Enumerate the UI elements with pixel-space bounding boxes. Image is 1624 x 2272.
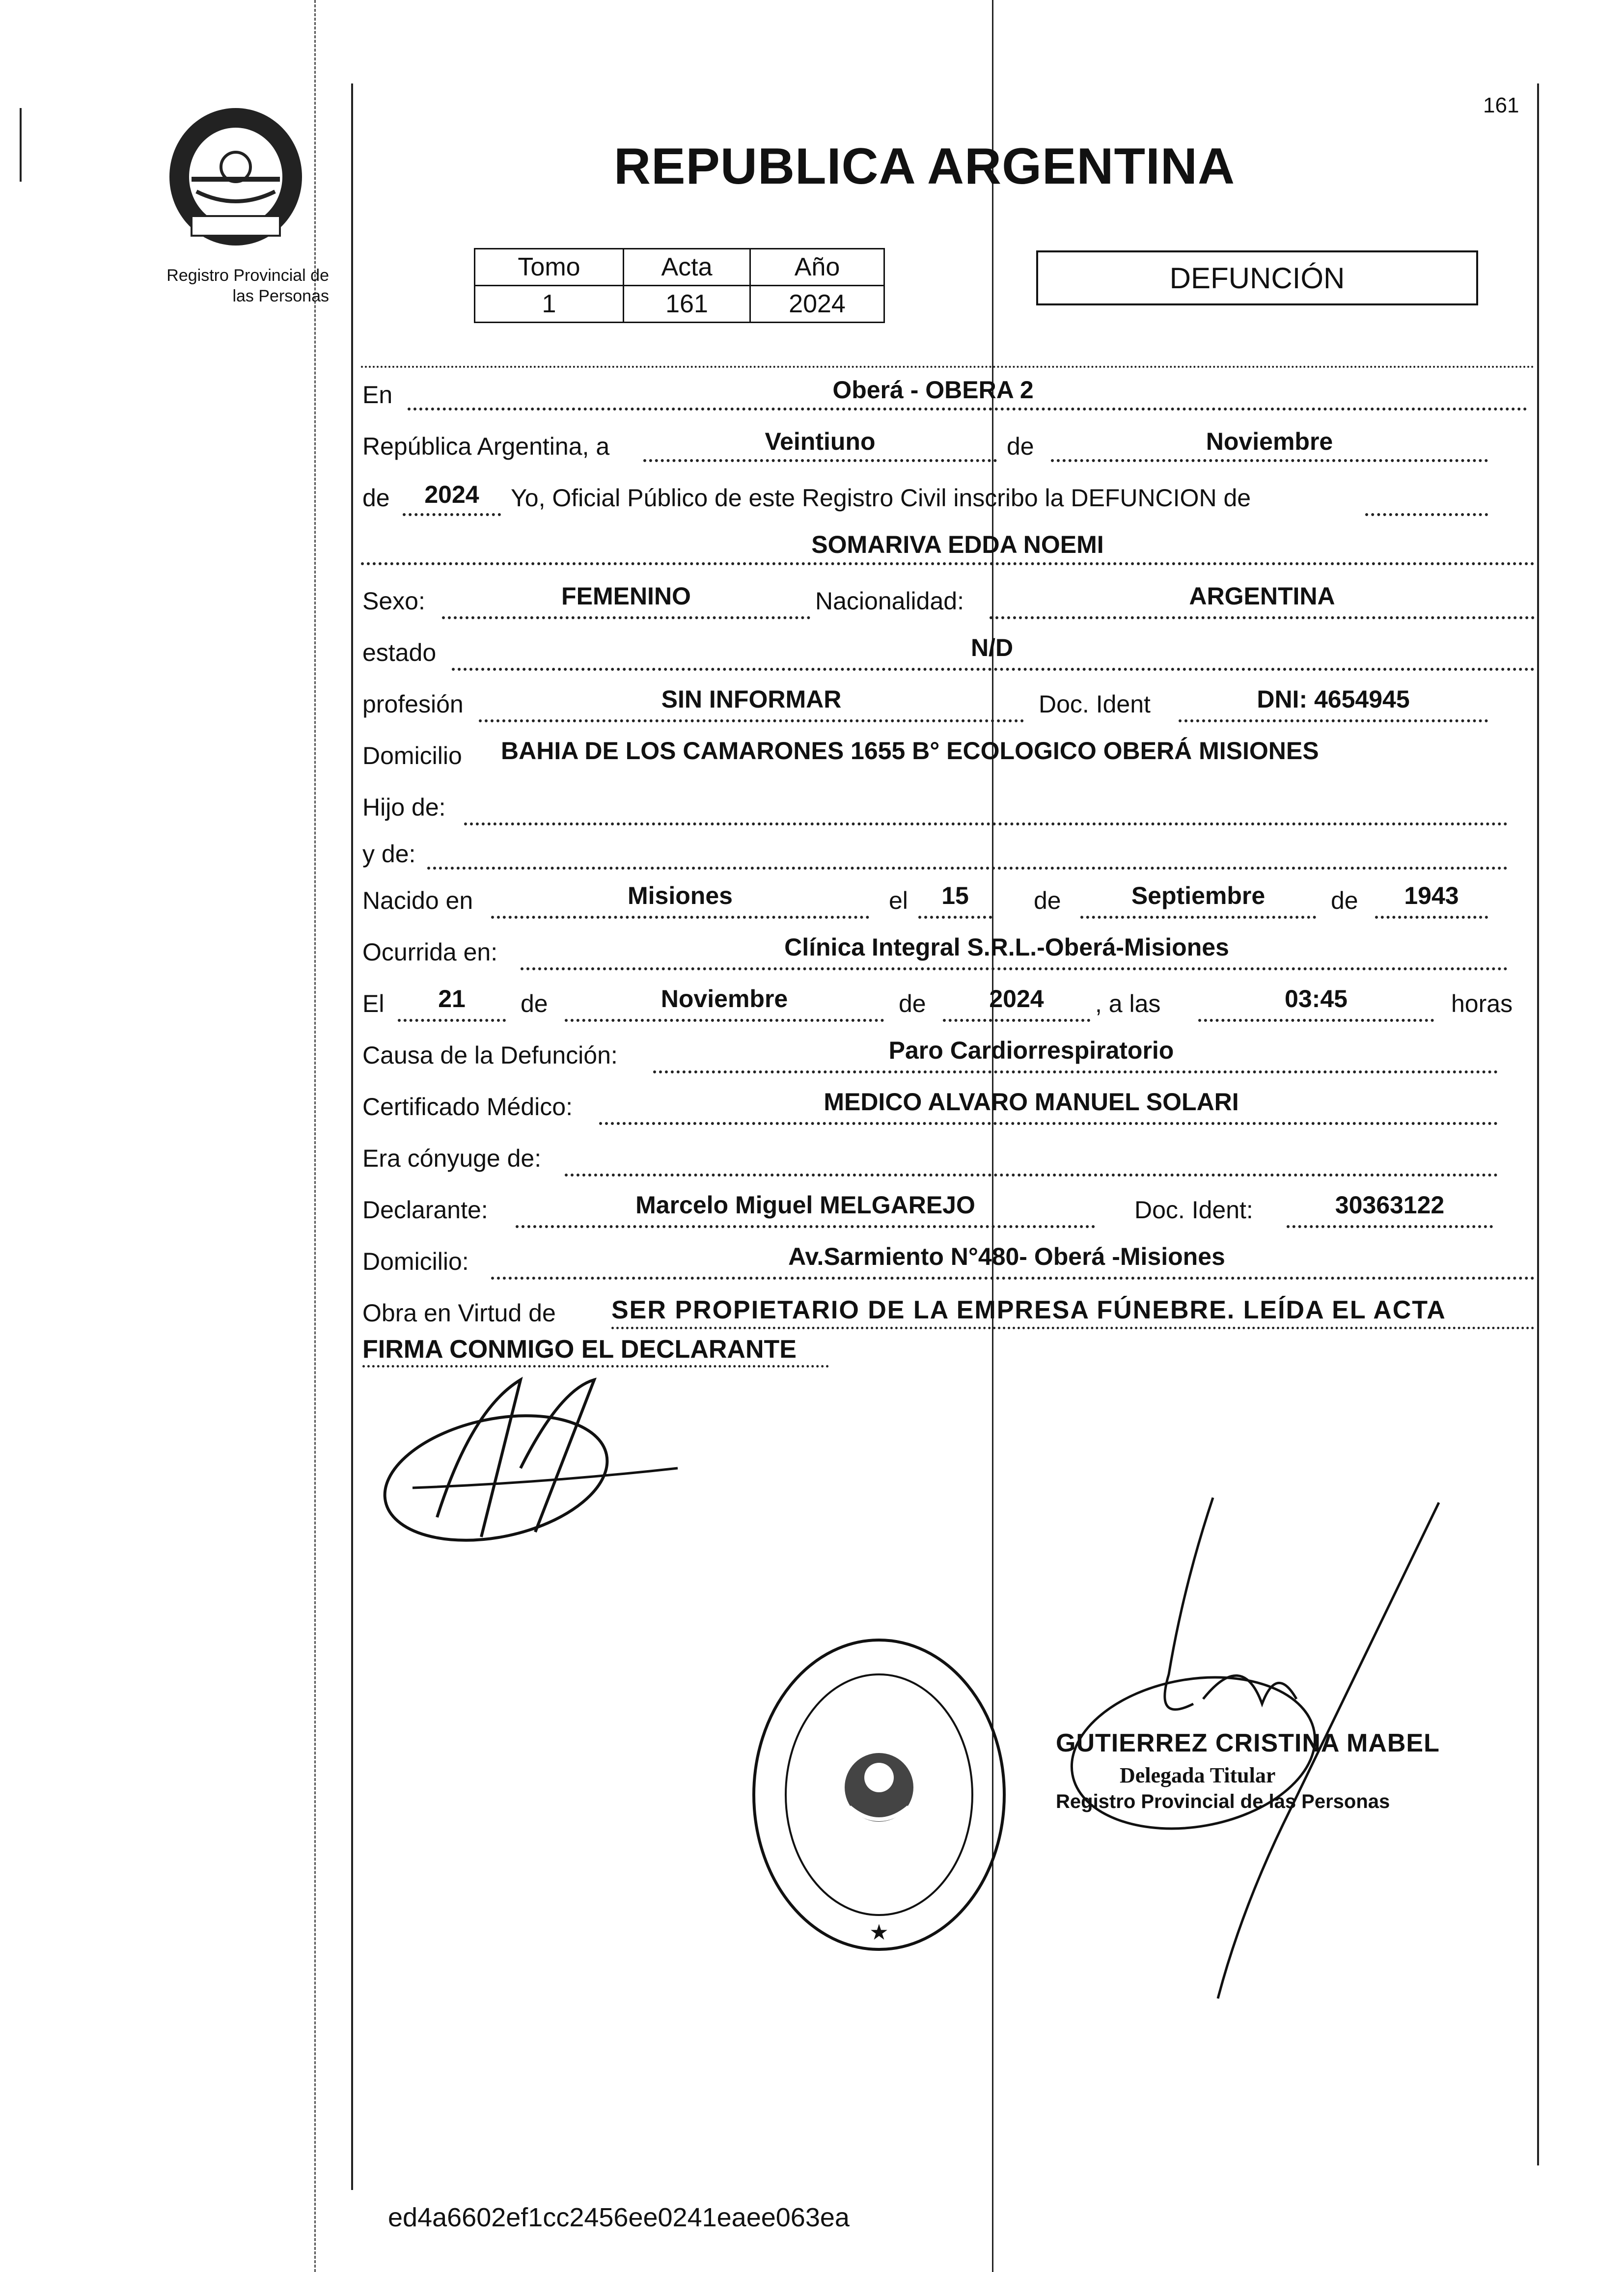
- dots-birth-month: [1080, 916, 1316, 919]
- label-nacionalidad: Nacionalidad:: [815, 587, 964, 615]
- dots-day: [643, 459, 997, 462]
- value-death-month: Noviembre: [661, 985, 788, 1013]
- dots-declarant: [516, 1225, 1095, 1228]
- country-title: REPUBLICA ARGENTINA: [614, 138, 1236, 195]
- label-de-1: de: [1007, 433, 1034, 460]
- value-reason-2: FIRMA CONMIGO EL DECLARANTE: [362, 1335, 797, 1364]
- edge-mark: [20, 108, 22, 182]
- officer-org: Registro Provincial de las Personas: [1056, 1791, 1390, 1812]
- dots-death-day: [398, 1019, 506, 1022]
- dots-reason-1: [611, 1327, 1535, 1329]
- dots-reason-2: [362, 1365, 829, 1368]
- dots-death-year: [943, 1019, 1090, 1022]
- dots-birth-day: [918, 916, 992, 919]
- label-sexo: Sexo:: [362, 587, 425, 615]
- label-estado: estado: [362, 639, 437, 666]
- value-death-time: 03:45: [1285, 985, 1348, 1013]
- value-declarant-address: Av.Sarmiento N°480- Oberá -Misiones: [788, 1243, 1225, 1270]
- page-number: 161: [1483, 93, 1519, 117]
- registry-label: Registro Provincial de las Personas: [166, 266, 329, 305]
- dots-birth-place: [491, 916, 869, 919]
- label-hijo-de: Hijo de:: [362, 794, 446, 821]
- value-day-word: Veintiuno: [765, 428, 876, 455]
- value-profession: SIN INFORMAR: [661, 685, 842, 713]
- tomo-value: 1: [475, 286, 624, 323]
- label-profesion: profesión: [362, 690, 464, 718]
- dots-sex: [442, 616, 810, 619]
- svg-text:★: ★: [869, 1920, 889, 1945]
- form-top-rule: [361, 366, 1535, 368]
- dots-estado: [452, 668, 1535, 671]
- label-el: el: [889, 887, 908, 914]
- value-name: SOMARIVA EDDA NOEMI: [811, 531, 1104, 558]
- label-a-las: , a las: [1095, 990, 1161, 1017]
- label-de-4: de: [1331, 887, 1358, 914]
- label-causa: Causa de la Defunción:: [362, 1041, 618, 1069]
- label-nacido: Nacido en: [362, 887, 473, 914]
- value-declarant: Marcelo Miguel MELGAREJO: [635, 1191, 975, 1219]
- value-cause: Paro Cardiorrespiratorio: [888, 1037, 1174, 1064]
- value-death-day: 21: [438, 985, 466, 1013]
- label-declarante: Declarante:: [362, 1196, 488, 1224]
- value-birth-place: Misiones: [628, 882, 733, 909]
- official-stamp: [749, 1635, 1009, 1954]
- ano-value: 2024: [750, 286, 884, 323]
- dots-birth-year: [1375, 916, 1488, 919]
- value-month-word: Noviembre: [1206, 428, 1333, 455]
- dots-place: [408, 408, 1527, 411]
- officer-name: GUTIERREZ CRISTINA MABEL: [1056, 1729, 1440, 1757]
- dots-profession: [479, 719, 1024, 722]
- dots-y-de: [427, 867, 1508, 870]
- dots-declarant-doc: [1287, 1225, 1493, 1228]
- dots-death-time: [1198, 1019, 1434, 1022]
- label-doc-ident: Doc. Ident: [1039, 690, 1151, 718]
- dots-doc: [1179, 719, 1488, 722]
- dots-certificate: [599, 1122, 1498, 1125]
- dots-hijo: [464, 822, 1508, 825]
- dots-name: [361, 562, 1535, 565]
- label-de-3: de: [1034, 887, 1061, 914]
- label-en: En: [362, 381, 393, 409]
- value-sex: FEMENINO: [561, 582, 691, 610]
- dots-year: [403, 513, 501, 516]
- value-declarant-doc: 30363122: [1335, 1191, 1445, 1219]
- label-horas: horas: [1451, 990, 1513, 1017]
- label-de-2: de: [362, 484, 390, 512]
- dots-nationality: [990, 616, 1535, 619]
- label-domicilio: Domicilio: [362, 742, 462, 769]
- value-civil-status: N/D: [970, 634, 1014, 661]
- label-rep: República Argentina, a: [362, 433, 610, 460]
- left-perforation: [314, 0, 316, 2272]
- dots-death-month: [565, 1019, 884, 1022]
- record-table: [474, 248, 885, 323]
- tomo-header: Tomo: [475, 249, 624, 286]
- dots-month: [1051, 459, 1488, 462]
- label-de-6: de: [899, 990, 926, 1017]
- value-nationality: ARGENTINA: [1189, 582, 1335, 610]
- value-certificate: MEDICO ALVARO MANUEL SOLARI: [824, 1088, 1239, 1116]
- officer-block: [1056, 1728, 1440, 1813]
- misiones-logo: [162, 103, 309, 250]
- value-year: 2024: [424, 481, 479, 508]
- value-birth-year: 1943: [1404, 882, 1459, 909]
- label-doc-ident-2: Doc. Ident:: [1134, 1196, 1253, 1224]
- acta-header: Acta: [624, 249, 750, 286]
- right-margin-line: [1537, 83, 1539, 2165]
- value-death-place: Clínica Integral S.R.L.-Oberá-Misiones: [784, 933, 1229, 961]
- value-place: Oberá - OBERA 2: [832, 376, 1034, 404]
- value-reason-1: SER PROPIETARIO DE LA EMPRESA FÚNEBRE. LEÍDA EL ACTA: [611, 1296, 1446, 1324]
- label-certificado: Certificado Médico:: [362, 1093, 573, 1121]
- value-birth-month: Septiembre: [1131, 882, 1266, 909]
- document-hash: ed4a6602ef1cc2456ee0241eaee063ea: [388, 2203, 850, 2232]
- value-address: BAHIA DE LOS CAMARONES 1655 B° ECOLOGICO OBERÁ MISIONES: [501, 737, 1319, 765]
- dots-after-yo: [1365, 513, 1488, 516]
- declarant-signature: [373, 1370, 707, 1576]
- officer-role: Delegada Titular: [1120, 1763, 1276, 1787]
- ano-header: Año: [750, 249, 884, 286]
- label-domicilio-2: Domicilio:: [362, 1248, 469, 1275]
- value-doc: DNI: 4654945: [1257, 685, 1410, 713]
- value-death-year: 2024: [989, 985, 1044, 1013]
- dots-declarant-address: [491, 1277, 1535, 1280]
- dots-cause: [653, 1070, 1498, 1073]
- label-yo: Yo, Oficial Público de este Registro Civil inscribo la DEFUNCION de: [511, 484, 1251, 512]
- label-de-5: de: [521, 990, 548, 1017]
- label-obra: Obra en Virtud de: [362, 1299, 556, 1327]
- left-margin-line: [351, 83, 353, 2190]
- dots-death-place: [521, 967, 1508, 970]
- label-ocurrida: Ocurrida en:: [362, 938, 498, 966]
- dots-spouse: [565, 1174, 1498, 1177]
- acta-value: 161: [624, 286, 750, 323]
- label-y-de: y de:: [362, 840, 416, 868]
- doc-type-box: DEFUNCIÓN: [1036, 250, 1478, 305]
- value-birth-day: 15: [941, 882, 969, 909]
- label-El: El: [362, 990, 385, 1017]
- label-conyuge: Era cónyuge de:: [362, 1145, 542, 1172]
